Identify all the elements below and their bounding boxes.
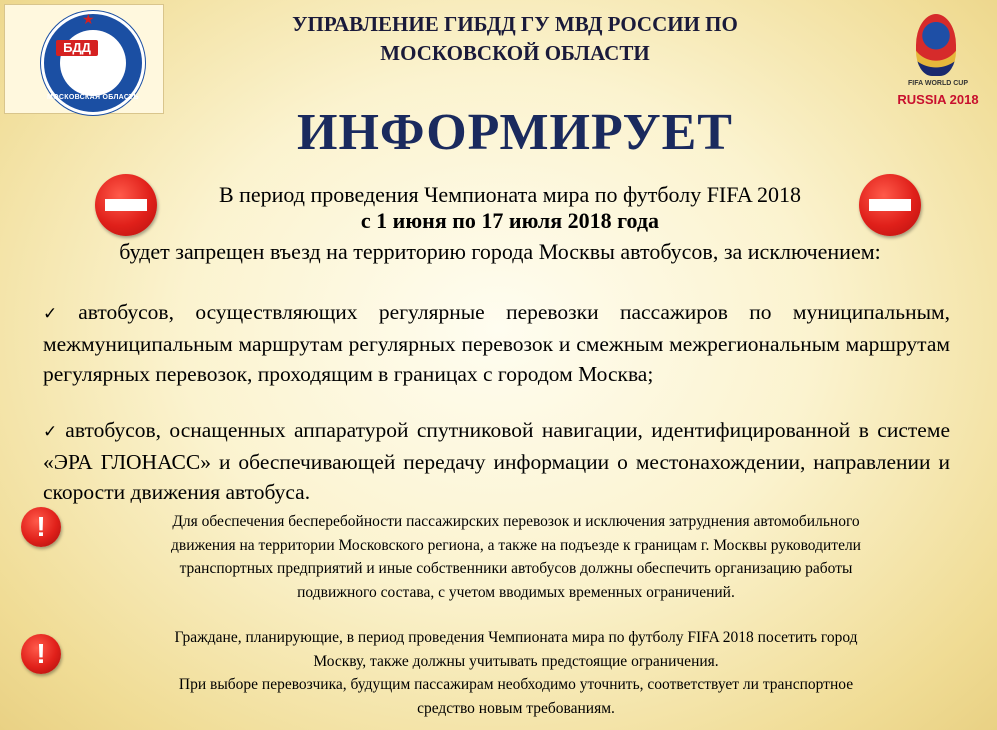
exception-text: автобусов, осуществляющих регулярные перевозки пассажиров по муниципальным, межмуниципальным маршрутам регулярных перевозок и смежным межрегиональным маршрутам регулярных перевозок, проходящим в границах с городом Москва;: [43, 300, 951, 386]
note-citizens: [76, 626, 956, 720]
gibdd-logo: [4, 4, 164, 114]
fifa-cup-text: FIFA WORLD CUP: [907, 80, 968, 87]
announcement-intro: В период проведения Чемпионата мира по футболу FIFA 2018: [218, 182, 802, 207]
fifa-russia-text: RUSSIA 2018: [897, 92, 979, 107]
org-title-line-1: УПРАВЛЕНИЕ ГИБДД ГУ МВД РОССИИ ПО: [292, 12, 738, 36]
exclamation-icon: !: [21, 634, 61, 674]
org-title-line-2: МОСКОВСКОЙ ОБЛАСТИ: [380, 41, 650, 65]
note-line: подвижного состава, с учетом вводимых временных ограничений.: [297, 583, 735, 601]
logo-ring-text: МОСКОВСКАЯ ОБЛАСТЬ: [47, 94, 139, 101]
note-line: транспортных предприятий и иные собственники автобусов должны обеспечить организацию работы: [179, 560, 853, 577]
no-entry-sign-icon: [859, 174, 921, 236]
informs-heading: ИНФОРМИРУЕТ: [297, 104, 733, 161]
note-operators: [76, 510, 956, 604]
no-entry-sign-icon: [95, 174, 157, 236]
checkmark-icon: ✓: [43, 304, 74, 324]
announcement-main: будет запрещен въезд на территорию города Москвы автобусов, за исключением:: [119, 239, 881, 264]
world-cup-trophy-icon: [916, 14, 956, 76]
exclamation-icon: !: [21, 507, 61, 547]
note-line: Для обеспечения бесперебойности пассажирских перевозок и исключения затруднения автомобильного: [172, 513, 860, 530]
logo-abbr: БДД: [56, 40, 98, 56]
note-line: Граждане, планирующие, в период проведения Чемпионата мира по футболу FIFA 2018 посетить город: [174, 629, 858, 646]
note-line: Москву, также должны учитывать предстоящие ограничения.: [313, 652, 719, 670]
announcement-dates: с 1 июня по 17 июля 2018 года: [360, 208, 660, 233]
gibdd-emblem-icon: [41, 11, 145, 115]
fifa-world-cup-emblem: [888, 14, 988, 114]
star-icon: ★: [82, 13, 95, 28]
exception-item: [43, 415, 950, 507]
exception-item: [43, 297, 950, 389]
note-line: средство новым требованиям.: [417, 699, 615, 717]
note-line: движения на территории Московского региона, а также на подъезде к границам г. Москвы руководители: [171, 536, 861, 554]
exception-text: автобусов, оснащенных аппаратурой спутниковой навигации, идентифицированной в системе «ЭРА ГЛОНАСС» и обеспечивающей передачу информации о местонахождении, направлении и скорости движения автобуса.: [43, 418, 950, 504]
checkmark-icon: ✓: [43, 422, 61, 442]
note-line: При выборе перевозчика, будущим пассажирам необходимо уточнить, соответствует ли транспортное: [178, 676, 854, 693]
organization-title: [170, 10, 860, 68]
